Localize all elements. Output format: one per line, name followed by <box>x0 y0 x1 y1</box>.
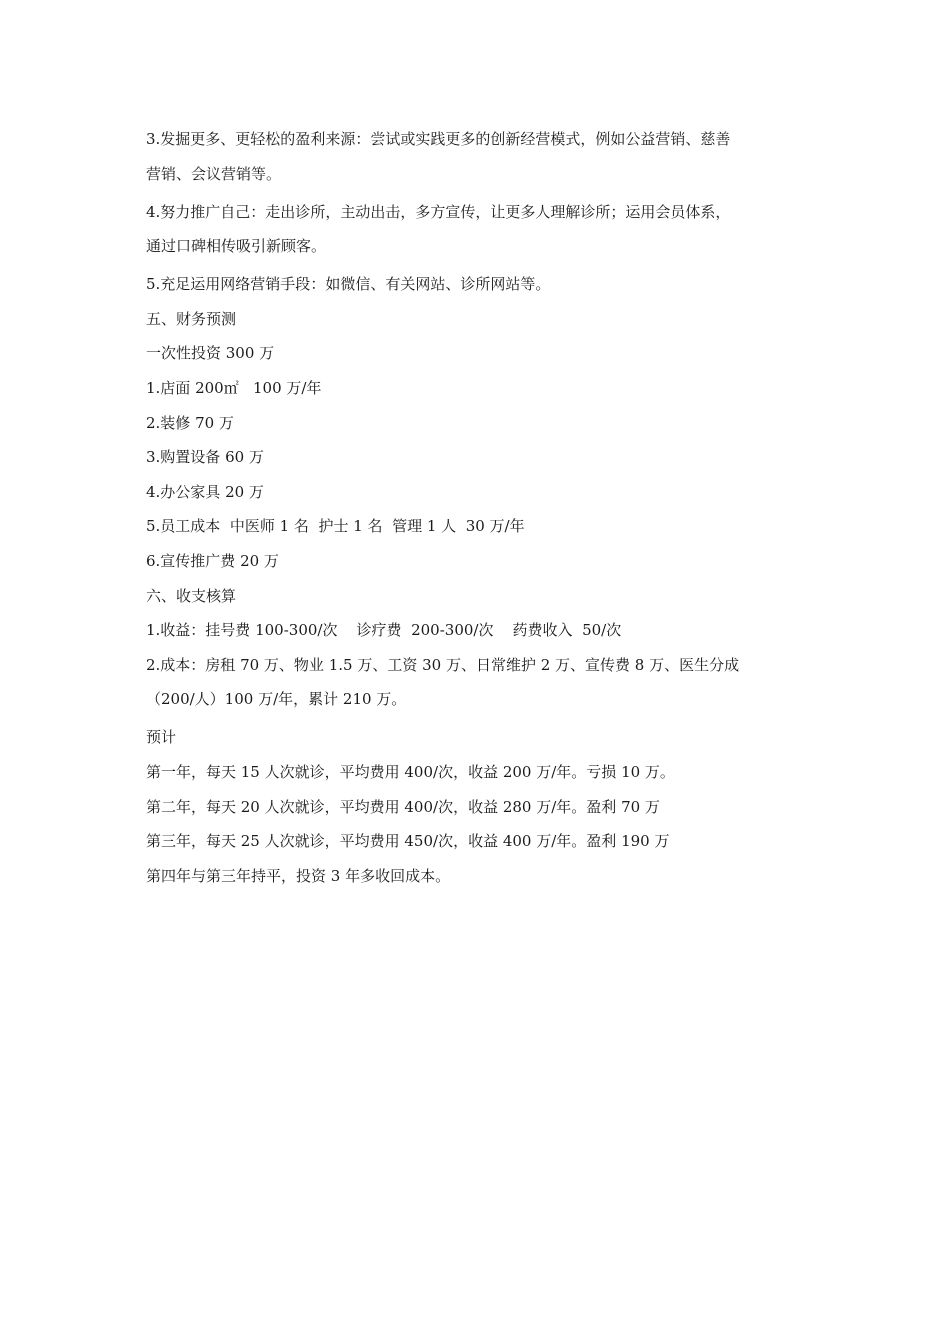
paragraph-line: 第四年与第三年持平，投资 3 年多收回成本。 <box>146 866 451 885</box>
list-item: 3.购置设备 60 万 <box>146 448 264 467</box>
section-heading: 五、财务预测 <box>146 309 237 328</box>
list-item: 1.收益：挂号费 100-300/次 诊疗费 200-300/次 药费收入 50/次 <box>146 621 622 640</box>
list-item: 4.办公家具 20 万 <box>146 482 264 501</box>
list-item: 5.员工成本 中医师 1 名 护士 1 名 管理 1 人 30 万/年 <box>146 517 525 536</box>
paragraph-line: 预计 <box>146 728 177 747</box>
paragraph-line: 3.发掘更多、更轻松的盈利来源：尝试或实践更多的创新经营模式，例如公益营销、慈善 <box>146 130 731 148</box>
list-item: 6.宣传推广费 20 万 <box>146 551 279 570</box>
document-body <box>146 122 806 893</box>
list-item: 2.装修 70 万 <box>146 413 234 432</box>
paragraph-line: 营销、会议营销等。 <box>146 164 282 183</box>
list-item: 1.店面 200㎡ 100 万/年 <box>146 378 322 397</box>
paragraph-line: 4.努力推广自己：走出诊所，主动出击，多方宣传，让更多人理解诊所；运用会员体系， <box>146 202 731 221</box>
paragraph-line: 第三年，每天 25 人次就诊，平均费用 450/次，收益 400 万/年。盈利 190 万 <box>146 832 670 851</box>
section-heading: 六、收支核算 <box>146 586 237 605</box>
list-item: 2.成本：房租 70 万、物业 1.5 万、工资 30 万、日常维护 2 万、宣传费 8 万、医生分成 <box>146 655 740 674</box>
paragraph-line: 5.充足运用网络营销手段：如微信、有关网站、诊所网站等。 <box>146 275 551 294</box>
paragraph-line: 第二年，每天 20 人次就诊，平均费用 400/次，收益 280 万/年。盈利 70 万 <box>146 797 660 816</box>
paragraph-line: （200/人）100 万/年，累计 210 万。 <box>146 690 407 709</box>
paragraph-line: 一次性投资 300 万 <box>146 344 275 363</box>
paragraph-line: 通过口碑相传吸引新顾客。 <box>146 237 327 256</box>
paragraph-line: 第一年，每天 15 人次就诊，平均费用 400/次，收益 200 万/年。亏损 10 万。 <box>146 762 675 781</box>
